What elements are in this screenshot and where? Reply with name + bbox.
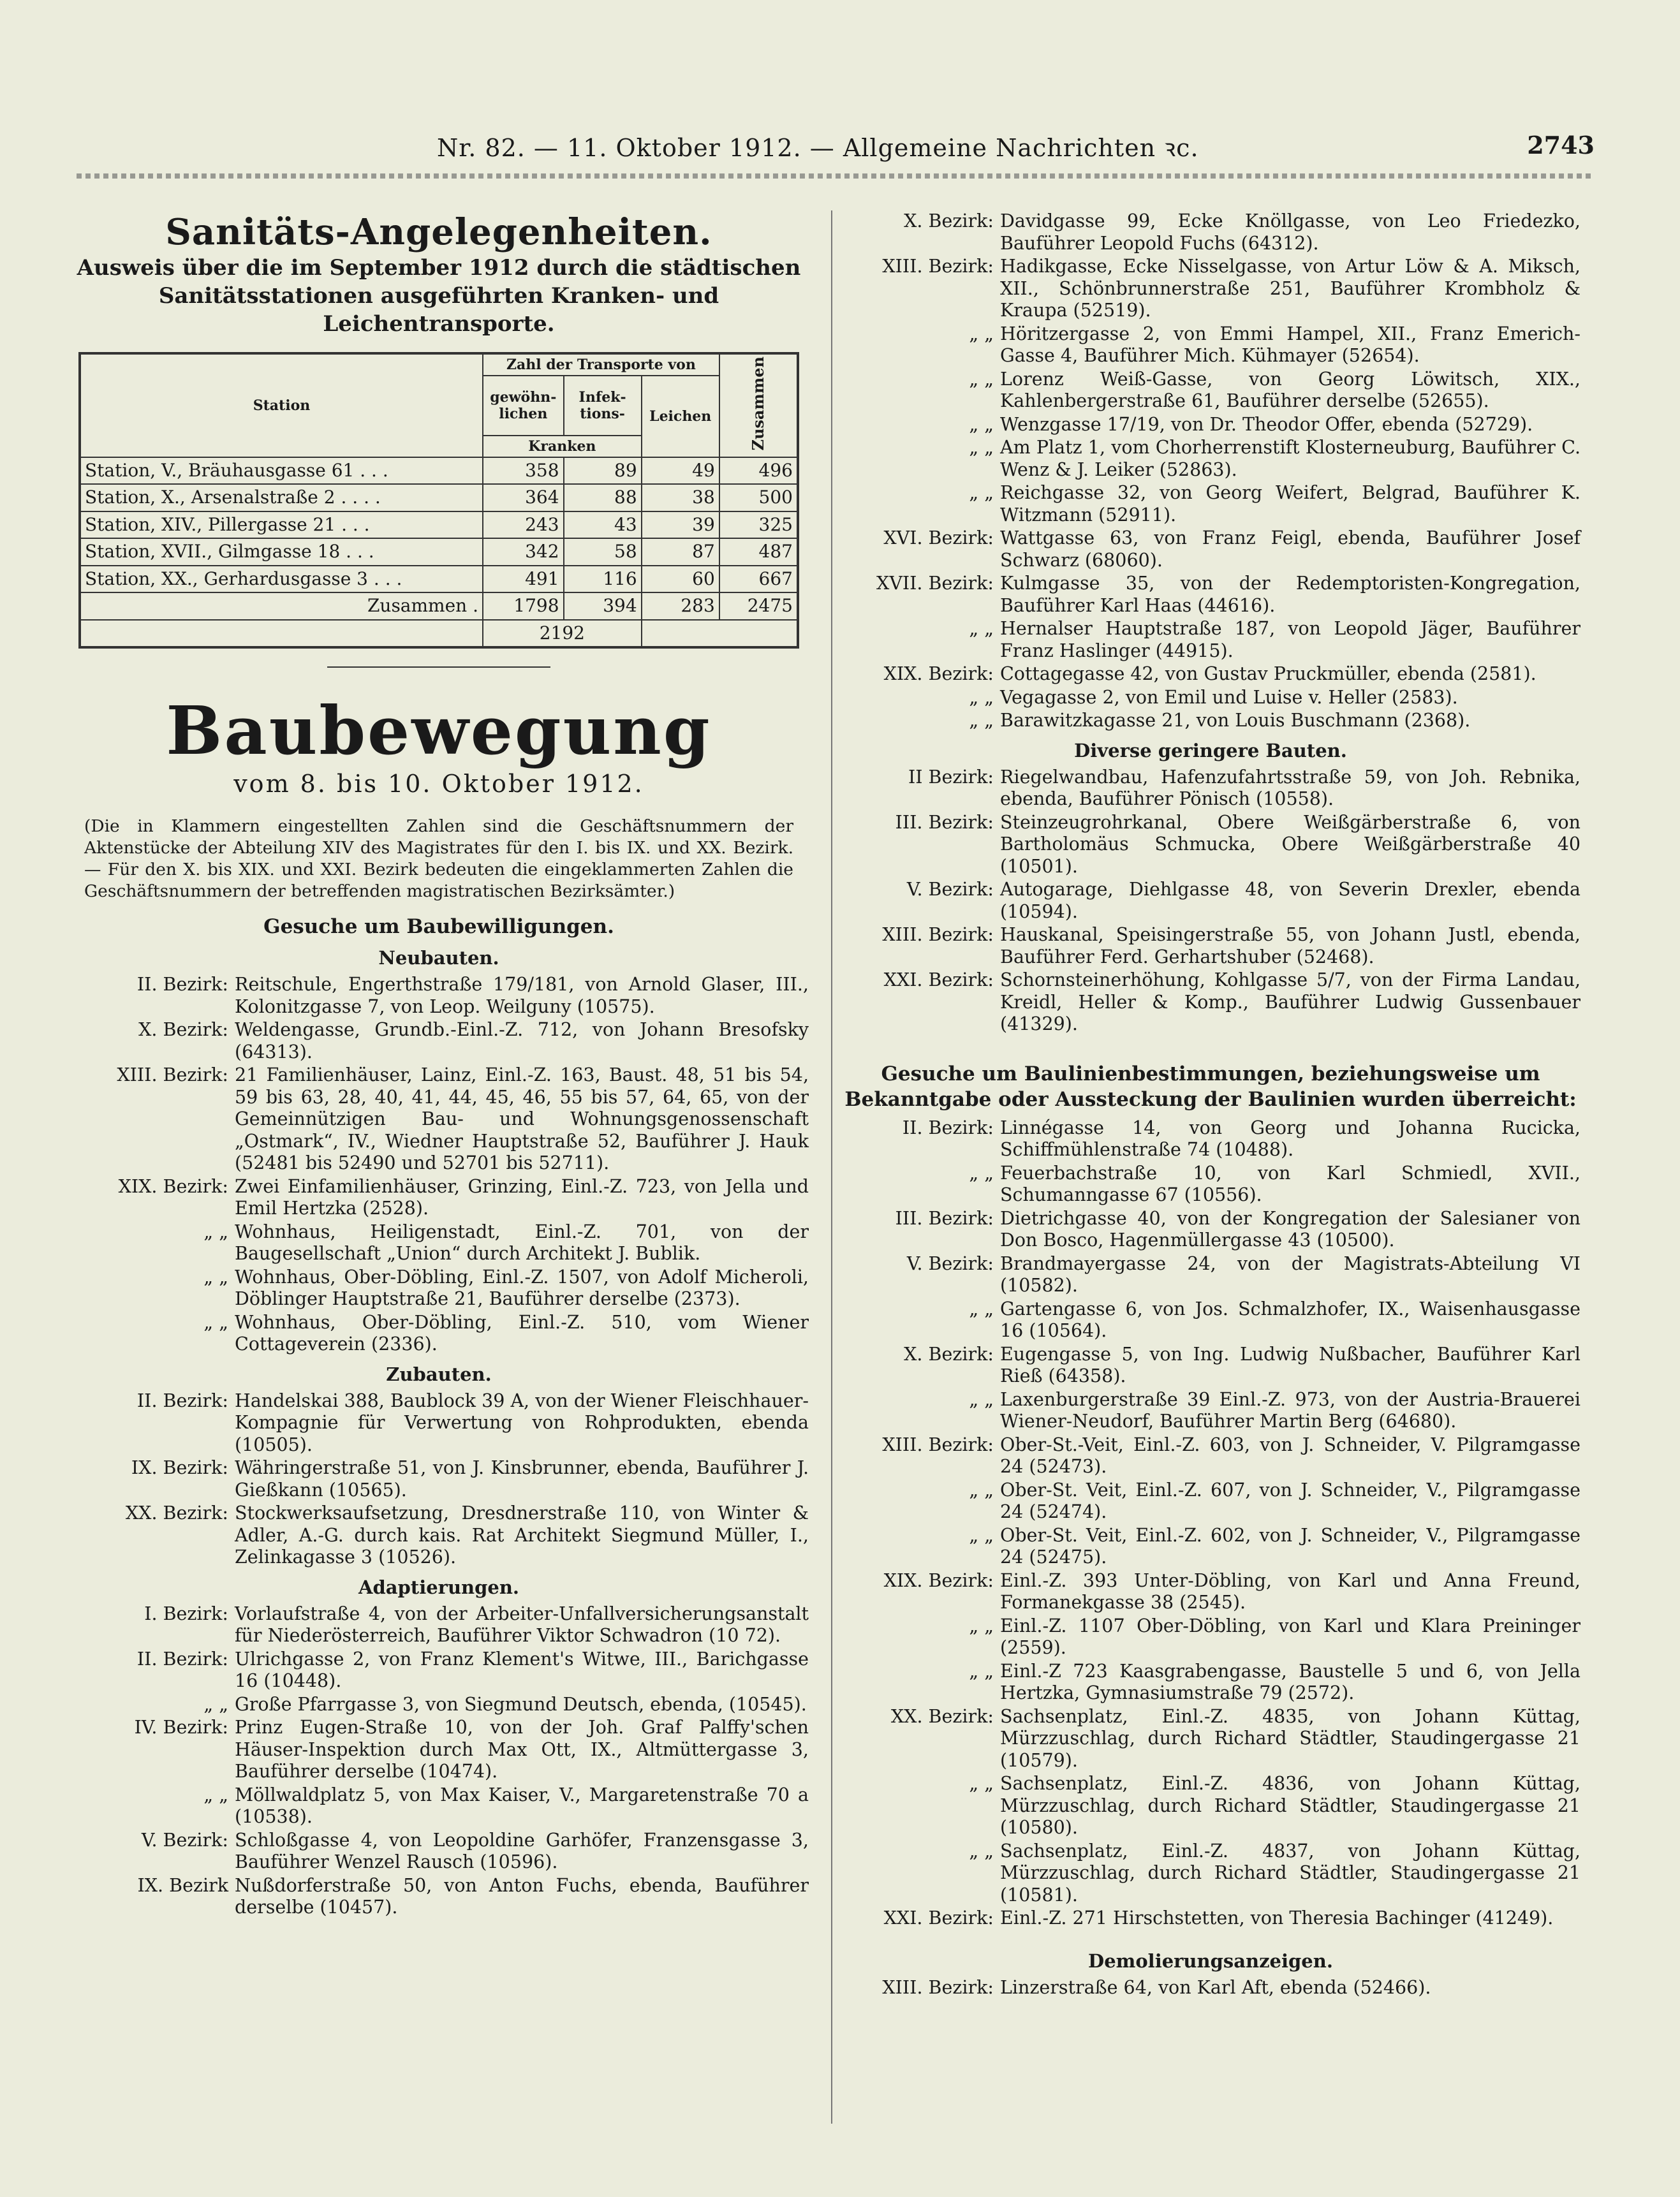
baubewegung-note: (Die in Klammern eingestellten Zahlen sind die Geschäftsnummern der Aktenstücke der Abteilung XIV des Magistrates für den I. bis IX. und XX. Bezirk. — Für den X. bis XIX. und XXI. Bezirk bedeuten die eingeklammerten Zahlen die Geschäftsnummern der betreffenden magistratischen Bezirksämter.) bbox=[84, 816, 793, 902]
list-item: IX. Bezirk: Währingerstraße 51, von J. Kinsbrunner, ebenda, Bauführer J. Gießkann (10565). bbox=[131, 1457, 809, 1501]
section-divider bbox=[327, 666, 550, 668]
sanitaet-heading: Sanitäts-Angelegenheiten. bbox=[165, 211, 712, 253]
list-item: IV. Bezirk: Prinz Eugen-Straße 10, von der Joh. Graf Palffy'schen Häuser-Inspektion durch Max Ott, IX., Altmüttergasse 3, Bauführer derselbe (10474). bbox=[134, 1717, 809, 1782]
header-title: Nr. 82. — 11. Oktober 1912. — Allgemeine Nachrichten ꝛc. bbox=[437, 134, 1199, 162]
list-item: XIII. Bezirk: Ober-St.-Veit, Einl.-Z. 603, von J. Schneider, V. Pilgramgasse 24 (52473). bbox=[882, 1434, 1581, 1477]
list-item: II. Bezirk: Reitschule, Engerthstraße 179/181, von Arnold Glaser, III., Kolonitzgasse 7, von Leop. Weilguny (10575). bbox=[136, 974, 809, 1017]
list-item: V. Bezirk: Schloßgasse 4, von Leopoldine Garhöfer, Franzensgasse 3, Bauführer Wenzel Rausch (10596). bbox=[141, 1829, 809, 1873]
list-item: XIII. Bezirk: Linzerstraße 64, von Karl Aft, ebenda (52466). bbox=[882, 1976, 1431, 1998]
neubauten-heading: Neubauten. bbox=[378, 947, 499, 969]
col-leichen: Leichen bbox=[642, 376, 719, 457]
table-sum-row: Zusammen . 1798 394 283 2475 bbox=[80, 592, 798, 620]
list-item: „ „ Ober-St. Veit, Einl.-Z. 607, von J. Schneider, V., Pilgramgasse 24 (52474). bbox=[969, 1479, 1581, 1522]
list-item: II. Bezirk: Ulrichgasse 2, von Franz Klement's Witwe, III., Barichgasse 16 (10448). bbox=[136, 1648, 809, 1692]
left-column bbox=[69, 210, 809, 1920]
baulinien-heading: Gesuche um Baulinienbestimmungen, beziehungsweise um Bekanntgabe oder Aussteckung der Baulinien wurden überreicht: bbox=[844, 1062, 1577, 1111]
col-kranken: Kranken bbox=[483, 436, 642, 457]
list-item: „ „ Barawitzkagasse 21, von Louis Buschmann (2368). bbox=[969, 710, 1471, 731]
list-item: „ „ Wenzgasse 17/19, von Dr. Theodor Offer, ebenda (52729). bbox=[969, 413, 1533, 435]
list-item: II. Bezirk: Handelskai 388, Baublock 39 A, von der Wiener Fleischhauer-Kompagnie für Verwertung von Rohprodukten, ebenda (10505). bbox=[136, 1390, 809, 1455]
list-item: „ „ Wohnhaus, Ober-Döbling, Einl.-Z. 1507, von Adolf Micheroli, Döblinger Hauptstraße 21, Bauführer derselbe (2373). bbox=[203, 1266, 809, 1310]
list-item: XIX. Bezirk: Cottagegasse 42, von Gustav Pruckmüller, ebenda (2581). bbox=[883, 663, 1536, 684]
list-item: II Bezirk: Riegelwandbau, Hafenzufahrtsstraße 59, von Joh. Rebnika, ebenda, Bauführer Pönisch (10558). bbox=[908, 766, 1581, 809]
neubauten-list bbox=[69, 974, 809, 1356]
list-item: XX. Bezirk: Stockwerksaufsetzung, Dresdnerstraße 110, von Winter & Adler, A.-G. durch kais. Rat Architekt Siegmund Müller, I., Zelinkagasse 3 (10526). bbox=[125, 1503, 809, 1568]
list-item: „ „ Hernalser Hauptstraße 187, von Leopold Jäger, Bauführer Franz Haslinger (44915). bbox=[969, 618, 1581, 661]
neubauten-continued-list bbox=[841, 210, 1581, 732]
demolierung-list bbox=[841, 1977, 1581, 1999]
diverse-heading: Diverse geringere Bauten. bbox=[1074, 739, 1347, 761]
list-item: XIII. Bezirk: Hadikgasse, Ecke Nisselgasse, von Artur Löw & A. Miksch, XII., Schönbrunnerstraße 251, Bauführer Krombholz & Kraupa (52519). bbox=[882, 256, 1581, 321]
header-rule bbox=[77, 173, 1595, 179]
list-item: „ „ Einl.-Z 723 Kaasgrabengasse, Baustelle 5 und 6, von Jella Hertzka, Gymnasiumstraße 79 (2572). bbox=[969, 1660, 1581, 1703]
list-item: V. Bezirk: Brandmayergasse 24, von der Magistrats-Abteilung VI (10582). bbox=[906, 1253, 1581, 1296]
list-item: V. Bezirk: Autogarage, Diehlgasse 48, von Severin Drexler, ebenda (10594). bbox=[906, 879, 1581, 922]
list-item: „ „ Wohnhaus, Heiligenstadt, Einl.-Z. 701, von der Baugesellschaft „Union“ durch Architekt J. Bublik. bbox=[203, 1221, 809, 1265]
list-item: X. Bezirk: Davidgasse 99, Ecke Knöllgasse, von Leo Friedezko, Bauführer Leopold Fuchs (64312). bbox=[904, 210, 1581, 254]
list-item: „ „ Lorenz Weiß-Gasse, von Georg Löwitsch, XIX., Kahlenbergerstraße 61, Bauführer derselbe (52655). bbox=[969, 368, 1581, 411]
table-kranken-sum-row: 2192 bbox=[80, 620, 798, 648]
list-item: „ „ Feuerbachstraße 10, von Karl Schmiedl, XVII., Schumanngasse 67 (10556). bbox=[969, 1162, 1581, 1205]
list-item: I. Bezirk: Vorlaufstraße 4, von der Arbeiter-Unfallversicherungsanstalt für Niederösterreich, Bauführer Viktor Schwadron (10 72). bbox=[144, 1603, 809, 1647]
table-row: Station, XX., Gerhardusgasse 3 . . . 491 116 60 667 bbox=[80, 566, 798, 593]
list-item: XXI. Bezirk: Schornsteinerhöhung, Kohlgasse 5/7, von der Firma Landau, Kreidl, Heller & Komp., Bauführer Ludwig Gussenbauer (41329). bbox=[883, 969, 1581, 1034]
list-item: „ „ Einl.-Z. 1107 Ober-Döbling, von Karl und Klara Preininger (2559). bbox=[969, 1615, 1581, 1658]
table-row: Station, V., Bräuhausgasse 61 . . . 358 89 49 496 bbox=[80, 457, 798, 485]
table-row: Station, XIV., Pillergasse 21 . . . 243 43 39 325 bbox=[80, 511, 798, 539]
list-item: III. Bezirk: Steinzeugrohrkanal, Obere Weißgärberstraße 6, von Bartholomäus Schmucka, Obere Weißgärberstraße 40 (10501). bbox=[895, 811, 1581, 877]
gesuche-heading: Gesuche um Baubewilligungen. bbox=[263, 915, 614, 939]
baubewegung-title: Baubewegung bbox=[166, 691, 712, 770]
list-item: „ „ Ober-St. Veit, Einl.-Z. 602, von J. Schneider, V., Pilgramgasse 24 (52475). bbox=[969, 1524, 1581, 1568]
list-item: „ „ Am Platz 1, vom Chorherrenstift Klosterneuburg, Bauführer C. Wenz & J. Leiker (52863). bbox=[969, 437, 1581, 480]
list-item: II. Bezirk: Linnégasse 14, von Georg und Johanna Rucicka, Schiffmühlenstraße 74 (10488). bbox=[902, 1117, 1581, 1160]
list-item: „ „ Reichgasse 32, von Georg Weifert, Belgrad, Bauführer K. Witzmann (52911). bbox=[969, 482, 1581, 525]
list-item: „ „ Wohnhaus, Ober-Döbling, Einl.-Z. 510, vom Wiener Cottageverein (2336). bbox=[203, 1311, 809, 1355]
baulinien-list bbox=[841, 1117, 1581, 1930]
list-item: „ „ Möllwaldplatz 5, von Max Kaiser, V., Margaretenstraße 70 a (10538). bbox=[203, 1784, 809, 1828]
list-item: XIII. Bezirk: 21 Familienhäuser, Lainz, Einl.-Z. 163, Baust. 48, 51 bis 54, 59 bis 63, 28, 40, 41, 44, 45, 46, 55 bis 57, 64, 65, von der Gemeinnützigen Bau- und Wohnungsgenossenschaft „Ostmark“, IV., Wiedner Hauptstraße 52, Bauführer J. Hauk (52481 bis 52490 und 52701 bis 52711). bbox=[117, 1064, 809, 1174]
page-header bbox=[77, 131, 1595, 169]
list-item: XVI. Bezirk: Wattgasse 63, von Franz Feigl, ebenda, Bauführer Josef Schwarz (68060). bbox=[883, 527, 1581, 571]
list-item: III. Bezirk: Dietrichgasse 40, von der Kongregation der Salesianer von Don Bosco, Hagenmüllergasse 43 (10500). bbox=[895, 1207, 1581, 1251]
zubauten-list bbox=[69, 1390, 809, 1569]
list-item: „ „ Laxenburgerstraße 39 Einl.-Z. 973, von der Austria-Brauerei Wiener-Neudorf, Bauführer Martin Berg (64680). bbox=[969, 1388, 1581, 1432]
transport-table bbox=[78, 352, 799, 649]
list-item: „ „ Große Pfarrgasse 3, von Siegmund Deutsch, ebenda, (10545). bbox=[203, 1693, 807, 1715]
list-item: XIII. Bezirk: Hauskanal, Speisingerstraße 55, von Johann Justl, ebenda, Bauführer Ferd. Gerhartshuber (52468). bbox=[882, 924, 1581, 967]
list-item: XIX. Bezirk: Einl.-Z. 393 Unter-Döbling, von Karl und Anna Freund, Formanekgasse 38 (2545). bbox=[883, 1569, 1581, 1613]
list-item: „ „ Höritzergasse 2, von Emmi Hampel, XII., Franz Emerich-Gasse 4, Bauführer Mich. Kühmayer (52654). bbox=[969, 323, 1581, 366]
diverse-list bbox=[841, 767, 1581, 1036]
adaptierungen-heading: Adaptierungen. bbox=[358, 1576, 520, 1598]
column-divider bbox=[831, 210, 832, 2124]
col-gewoehnl: gewöhnlichen bbox=[483, 376, 564, 436]
sanitaet-subheading: Ausweis über die im September 1912 durch die städtischen Sanitätsstationen ausgeführten Kranken- und Leichentransporte. bbox=[77, 255, 801, 337]
right-column bbox=[841, 210, 1581, 2000]
list-item: „ „ Gartengasse 6, von Jos. Schmalzhofer, IX., Waisenhausgasse 16 (10564). bbox=[969, 1298, 1581, 1341]
table-row: Station, X., Arsenalstraße 2 . . . . 364 88 38 500 bbox=[80, 484, 798, 511]
list-item: XXI. Bezirk: Einl.-Z. 271 Hirschstetten, von Theresia Bachinger (41249). bbox=[883, 1907, 1554, 1929]
page-number: 2743 bbox=[1527, 131, 1595, 159]
list-item: XIX. Bezirk: Zwei Einfamilienhäuser, Grinzing, Einl.-Z. 723, von Jella und Emil Hertzka (2528). bbox=[118, 1175, 809, 1219]
adaptierungen-list bbox=[69, 1603, 809, 1919]
list-item: „ „ Sachsenplatz, Einl.-Z. 4836, von Johann Küttag, Mürzzuschlag, durch Richard Städtler, Staudingergasse 21 (10580). bbox=[969, 1773, 1581, 1838]
list-item: X. Bezirk: Eugengasse 5, von Ing. Ludwig Nußbacher, Bauführer Karl Rieß (64358). bbox=[904, 1343, 1581, 1386]
col-group: Zahl der Transporte von bbox=[483, 353, 719, 376]
col-zusammen: Zusammen bbox=[748, 356, 767, 451]
col-station: Station bbox=[80, 353, 483, 457]
demolierung-heading: Demolierungsanzeigen. bbox=[1088, 1950, 1333, 1972]
col-infekt: Infektions- bbox=[564, 376, 642, 436]
zubauten-heading: Zubauten. bbox=[386, 1363, 492, 1385]
list-item: IX. Bezirk Nußdorferstraße 50, von Anton Fuchs, ebenda, Bauführer derselbe (10457). bbox=[137, 1874, 809, 1918]
list-item: XVII. Bezirk: Kulmgasse 35, von der Redemptoristen-Kongregation, Bauführer Karl Haas (44616). bbox=[876, 573, 1581, 616]
list-item: „ „ Sachsenplatz, Einl.-Z. 4837, von Johann Küttag, Mürzzuschlag, durch Richard Städtler, Staudingergasse 21 (10581). bbox=[969, 1840, 1581, 1906]
list-item: „ „ Vegagasse 2, von Emil und Luise v. Heller (2583). bbox=[969, 686, 1458, 708]
list-item: XX. Bezirk: Sachsenplatz, Einl.-Z. 4835, von Johann Küttag, Mürzzuschlag, durch Richard Städtler, Staudingergasse 21 (10579). bbox=[890, 1705, 1581, 1771]
baubewegung-date: vom 8. bis 10. Oktober 1912. bbox=[233, 770, 644, 798]
list-item: X. Bezirk: Weldengasse, Grundb.-Einl.-Z. 712, von Johann Bresofsky (64313). bbox=[138, 1019, 809, 1062]
table-row: Station, XVII., Gilmgasse 18 . . . 342 58 87 487 bbox=[80, 538, 798, 566]
